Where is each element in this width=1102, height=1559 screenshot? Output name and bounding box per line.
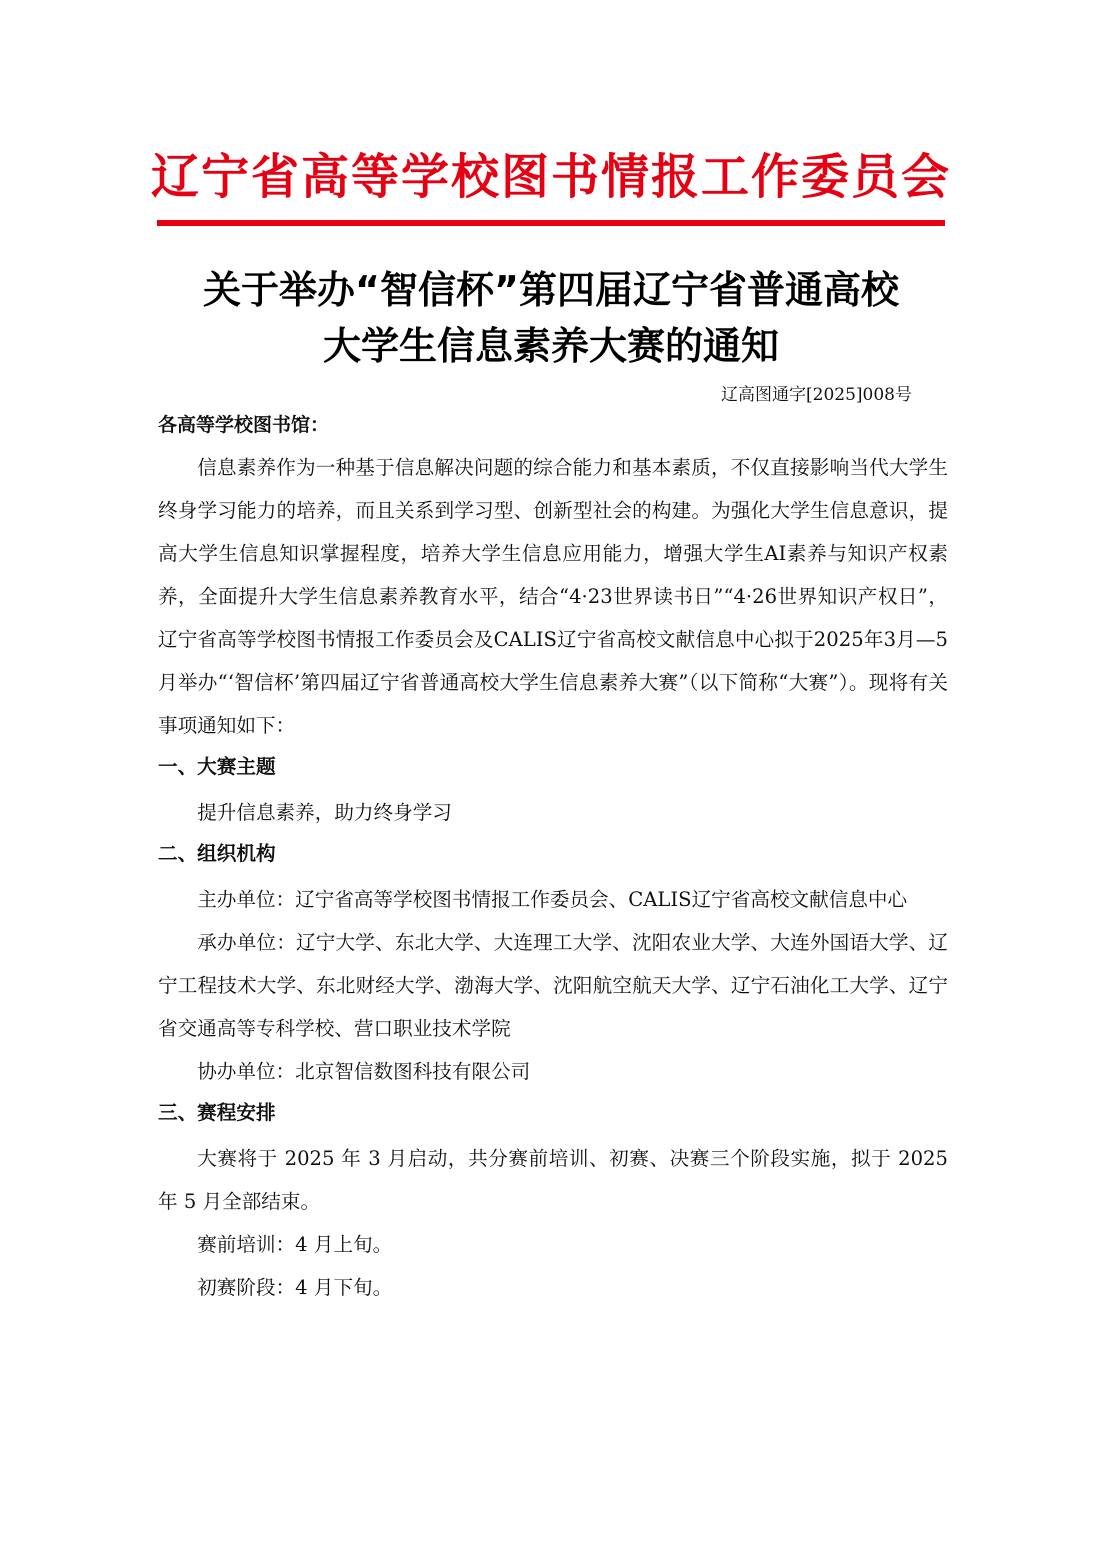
intro-paragraph: 信息素养作为一种基于信息解决问题的综合能力和基本素质，不仅直接影响当代大学生终身学习能力的培养，而且关系到学习型、创新型社会的构建。为强化大学生信息意识，提高大学生信息知识掌握程度，培养大学生信息应用能力，增强大学生AI素养与知识产权素养，全面提升大学生信息素养教育水平，结合“4·23世界读书日”“4·26世界知识产权日”，辽宁省高等学校图书情报工作委员会及CALIS辽宁省高校文献信息中心拟于2025年3月—5月举办“‘智信杯’第四届辽宁省普通高校大学生信息素养大赛”（以下简称“大赛”）。现将有关事项通知如下： xyxy=(158,456,948,737)
section-paragraph: 主办单位：辽宁省高等学校图书情报工作委员会、CALIS辽宁省高校文献信息中心 xyxy=(197,888,908,911)
organization-header: 辽宁省高等学校图书情报工作委员会 xyxy=(150,149,951,205)
document-title-line-2: 大学生信息素养大赛的通知 xyxy=(322,324,779,368)
document-title-line-1: 关于举办“智信杯”第四届辽宁省普通高校 xyxy=(203,268,899,312)
red-divider-rule xyxy=(157,220,945,226)
section-paragraph: 初赛阶段：4 月下旬。 xyxy=(197,1276,393,1299)
section-heading-theme: 一、大赛主题 xyxy=(158,755,276,778)
section-paragraph: 承办单位：辽宁大学、东北大学、大连理工大学、沈阳农业大学、大连外国语大学、辽宁工程技术大学、东北财经大学、渤海大学、沈阳航空航天大学、辽宁石油化工大学、辽宁省交通高等专科学校、营口职业技术学院 xyxy=(158,931,948,1040)
salutation: 各高等学校图书馆： xyxy=(158,414,330,436)
section-heading-schedule: 三、赛程安排 xyxy=(158,1101,276,1124)
section-paragraph: 赛前培训：4 月上旬。 xyxy=(197,1233,393,1256)
section-heading-organization: 二、组织机构 xyxy=(158,842,276,865)
section-paragraph: 提升信息素养，助力终身学习 xyxy=(197,801,452,824)
section-paragraph: 大赛将于 2025 年 3 月启动，共分赛前培训、初赛、决赛三个阶段实施，拟于 2025 年 5 月全部结束。 xyxy=(158,1147,948,1213)
section-paragraph: 协办单位：北京智信数图科技有限公司 xyxy=(197,1060,531,1083)
document-number: 辽高图通字[2025]008号 xyxy=(721,385,912,405)
document-body xyxy=(158,408,948,1309)
